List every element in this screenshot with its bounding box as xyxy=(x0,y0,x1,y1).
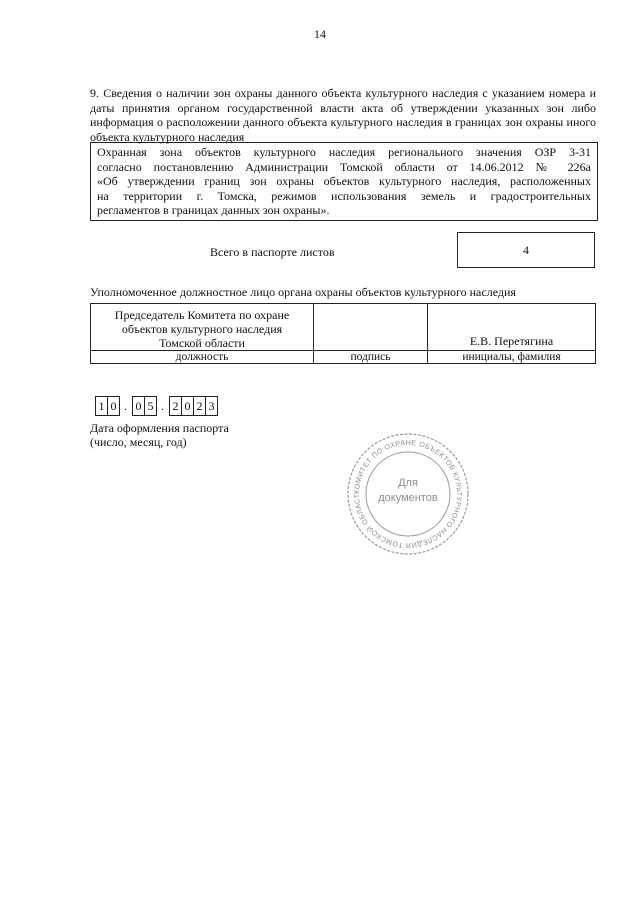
name-cell xyxy=(428,304,596,351)
protection-zone-line: регламентов в границах данных зон охраны». xyxy=(97,203,330,217)
section-9-heading: 9. Сведения о наличии зон охраны данного объекта культурного наследия с указанием номера и даты принятия органом государственной власти акта об утверждении указанных зон либо информация о расположении данного объекта культурного наследия в границах зон охраны иного объекта культурного наследия xyxy=(90,86,596,144)
date-digit: 5 xyxy=(144,396,157,416)
position-cell xyxy=(91,304,314,351)
protection-zone-line: «Об утверждении границ зон охраны объектов культурного наследия, расположенных xyxy=(97,174,591,188)
issue-date-label-line: (число, месяц, год) xyxy=(90,435,187,449)
official-name: Е.В. Перетягина xyxy=(469,334,554,348)
signature-labels-row xyxy=(91,351,596,364)
signature-row xyxy=(91,304,596,351)
total-sheets-label: Всего в паспорте листов xyxy=(210,245,335,259)
total-sheets-box xyxy=(457,232,595,268)
signature-table xyxy=(90,303,596,364)
issue-date-label-line: Дата оформления паспорта xyxy=(90,421,229,435)
stamp-center-line2: документов xyxy=(378,492,438,504)
official-heading: Уполномоченное должностное лицо органа охраны объектов культурного наследия xyxy=(90,285,516,299)
date-digit: 1 xyxy=(95,396,108,416)
position-line: Томской области xyxy=(159,336,245,350)
stamp-center-line1: Для xyxy=(398,477,418,489)
stamp-ring-text: КОМИТЕТ ПО ОХРАНЕ ОБЪЕКТОВ КУЛЬТУРНОГО НАСЛЕДИЯ ТОМСКОЙ ОБЛАСТ xyxy=(351,437,465,551)
date-digit: 0 xyxy=(107,396,120,416)
position-line: объектов культурного наследия xyxy=(121,322,283,336)
stamp-seal-icon xyxy=(345,431,471,557)
date-digit: 2 xyxy=(193,396,206,416)
position-line: Председатель Комитета по охране xyxy=(114,308,290,322)
date-digit: 2 xyxy=(169,396,182,416)
signature-cell xyxy=(314,304,428,351)
protection-zone-box xyxy=(90,142,598,221)
name-col-label: инициалы, фамилия xyxy=(428,351,596,364)
protection-zone-line: Охранная зона объектов культурного наследия регионального значения ОЗР 3-31 xyxy=(97,145,591,159)
total-sheets-value: 4 xyxy=(523,242,529,257)
issue-date-boxes xyxy=(95,396,217,416)
date-digit: 3 xyxy=(205,396,218,416)
position-col-label: должность xyxy=(91,351,314,364)
date-separator: . xyxy=(161,398,164,413)
svg-text:КОМИТЕТ ПО ОХРАНЕ ОБЪЕКТОВ КУЛ xyxy=(345,431,464,550)
page-number: 14 xyxy=(314,27,326,41)
official-stamp xyxy=(345,431,471,557)
signature-col-label: подпись xyxy=(314,351,428,364)
date-digit: 0 xyxy=(132,396,145,416)
date-digit: 0 xyxy=(181,396,194,416)
protection-zone-line: согласно постановлению Администрации Томской области от 14.06.2012 № 226а xyxy=(97,159,591,174)
date-separator: . xyxy=(124,398,127,413)
protection-zone-line: на территории г. Томска, режимов использования земель и градостроительных xyxy=(97,188,591,203)
issue-date-label xyxy=(90,421,229,449)
